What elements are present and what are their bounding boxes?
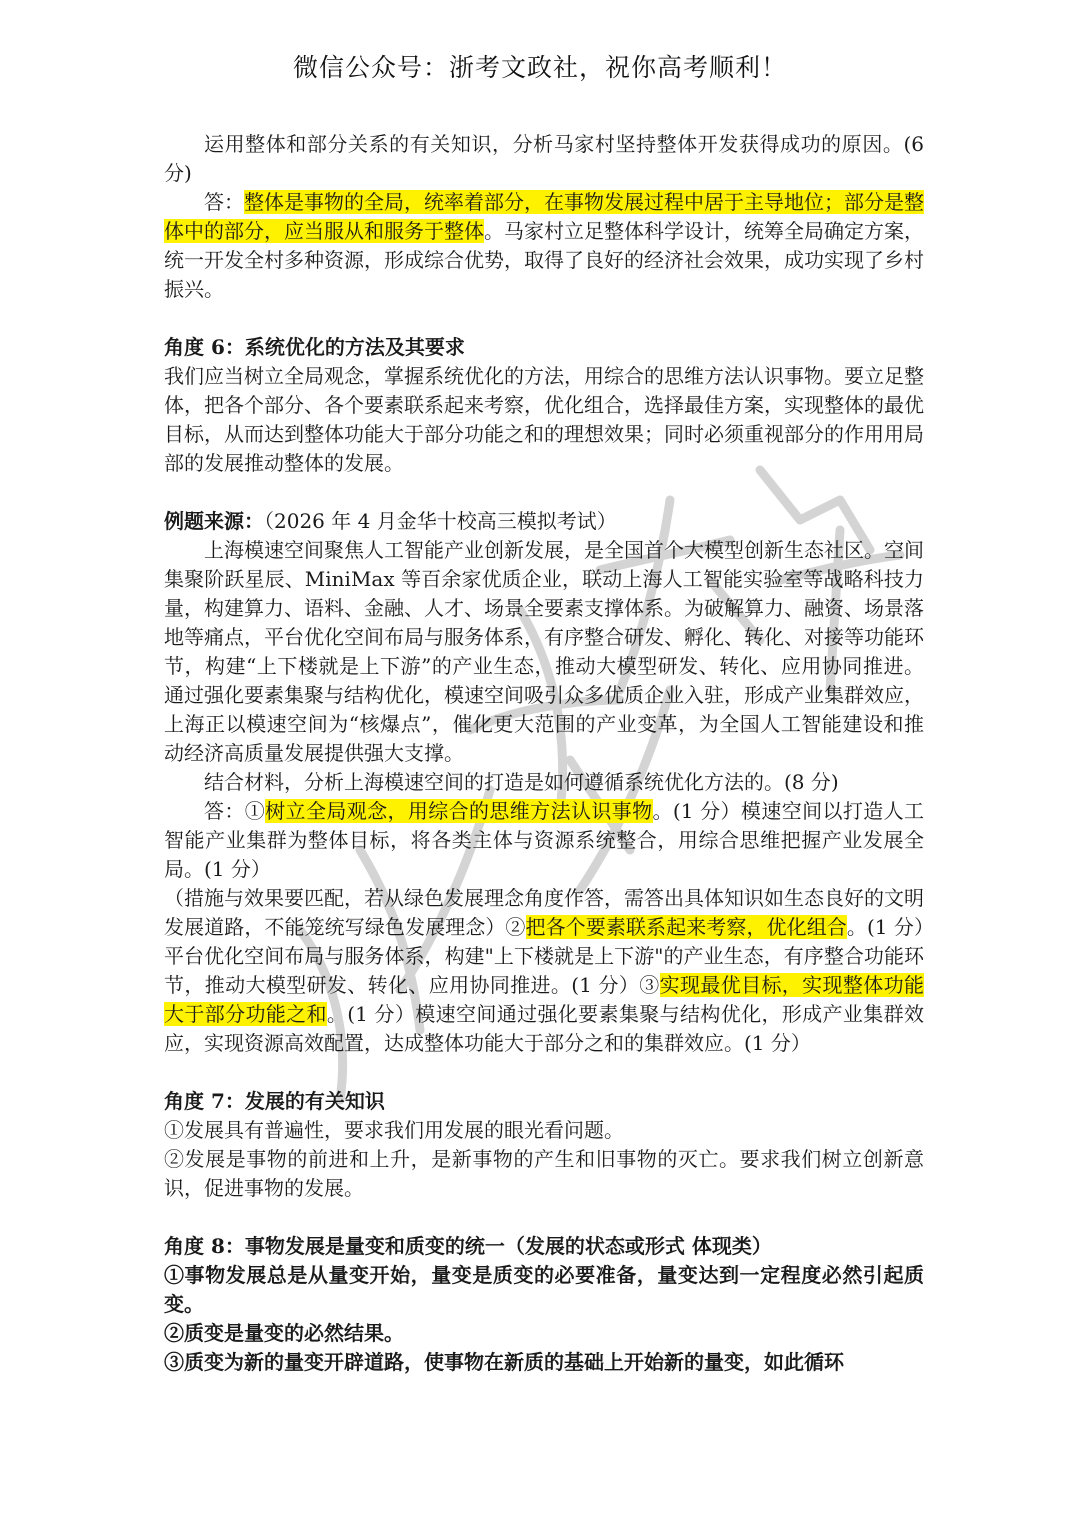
answer-note: （措施与效果要匹配，若从绿色发展理念角度作答，需答出具体知识如生态良好的文明发展道路，不能笼统写绿色发展理念）②: [164, 886, 924, 939]
angle7-item: ①发展具有普遍性，要求我们用发展的眼光看问题。: [164, 1118, 624, 1142]
example-source: [164, 507, 924, 536]
example-answer: [164, 797, 924, 884]
highlighted-text: 实现最优目标，实现整体功能大于部分功能之和: [164, 973, 924, 1026]
highlighted-text: 树立全局观念，用综合的思维方法认识事物: [265, 799, 653, 823]
spacer: [164, 304, 924, 333]
highlighted-text: 整体是事物的全局，统率着部分，在事物发展过程中居于主导地位；部分是整体中的部分，应当服从和服务于整体: [164, 190, 924, 243]
example-source-label: 例题来源：: [164, 509, 264, 533]
answer-text: 。(1 分）模速空间以打造人工智能产业集群为整体目标，将各类主体与资源系统整合，用综合思维把握产业发展全局。(1 分）: [164, 799, 925, 881]
answer-label: 答：: [204, 190, 244, 214]
angle7-heading: 角度 7：发展的有关知识: [164, 1089, 385, 1113]
angle8-item: ①事物发展总是从量变开始，量变是质变的必要准备，量变达到一定程度必然引起质变。: [164, 1263, 924, 1316]
page-header: 微信公众号：浙考文政社，祝你高考顺利！: [292, 53, 787, 82]
spacer: [164, 1203, 924, 1232]
example-material: 上海模速空间聚焦人工智能产业创新发展，是全国首个大模型创新生态社区。空间集聚阶跃星辰、MiniMax 等百余家优质企业，联动上海人工智能实验室等战略科技力量，构建算力、语料、金融、人才、场景全要素支撑体系。为破解算力、融资、场景落地等痛点，平台优化空间布局与服务体系，有序整合研发、孵化、转化、对接等功能环节，构建“上下楼就是上下游”的产业生态，推动大模型研发、转化、应用协同推进。通过强化要素集聚与结构优化，模速空间吸引众多优质企业入驻，形成产业集群效应，上海正以模速空间为“核爆点”，催化更大范围的产业变革，为全国人工智能建设和推动经济高质量发展提供强大支撑。: [164, 538, 924, 765]
example-source-text: （2026 年 4 月金华十校高三模拟考试）: [264, 509, 617, 533]
angle8-item: ③质变为新的量变开辟道路，使事物在新质的基础上开始新的量变，如此循环: [164, 1350, 844, 1374]
example-question: 结合材料，分析上海模速空间的打造是如何遵循系统优化方法的。(8 分): [204, 770, 839, 794]
angle8-heading: 角度 8：事物发展是量变和质变的统一（发展的状态或形式 体现类）: [164, 1234, 772, 1258]
angle8-item: ②质变是量变的必然结果。: [164, 1321, 404, 1345]
answer-text: 。马家村立足整体科学设计，统筹全局确定方案，统一开发全村多种资源，形成综合优势，取得了良好的经济社会效果，成功实现了乡村振兴。: [164, 219, 924, 301]
answer-section5: [164, 188, 924, 304]
question-section5: 运用整体和部分关系的有关知识，分析马家村坚持整体开发获得成功的原因。(6 分): [164, 132, 924, 185]
answer-label: 答：①: [204, 799, 266, 823]
angle7-item: ②发展是事物的前进和上升，是新事物的产生和旧事物的灭亡。要求我们树立创新意识，促进事物的发展。: [164, 1147, 924, 1200]
angle6-heading: 角度 6：系统优化的方法及其要求: [164, 335, 465, 359]
document-content: [164, 130, 924, 1377]
spacer: [164, 478, 924, 507]
example-answer-continued: [164, 884, 924, 1058]
angle6-body: 我们应当树立全局观念，掌握系统优化的方法，用综合的思维方法认识事物。要立足整体，把各个部分、各个要素联系起来考察，优化组合，选择最佳方案，实现整体的最优目标，从而达到整体功能大于部分功能之和的理想效果；同时必须重视部分的作用用局部的发展推动整体的发展。: [164, 364, 924, 475]
answer-text: 。(1 分）平台优化空间布局与服务体系，构建"上下楼就是上下游"的产业生态，有序整合功能环节，推动大模型研发、转化、应用协同推进。(1 分）③: [164, 915, 925, 997]
answer-text: 。(1 分）模速空间通过强化要素集聚与结构优化，形成产业集群效应，实现资源高效配置，达成整体功能大于部分之和的集群效应。(1 分）: [164, 1002, 925, 1055]
highlighted-text: 把各个要素联系起来考察，优化组合: [525, 915, 847, 939]
spacer: [164, 1058, 924, 1087]
